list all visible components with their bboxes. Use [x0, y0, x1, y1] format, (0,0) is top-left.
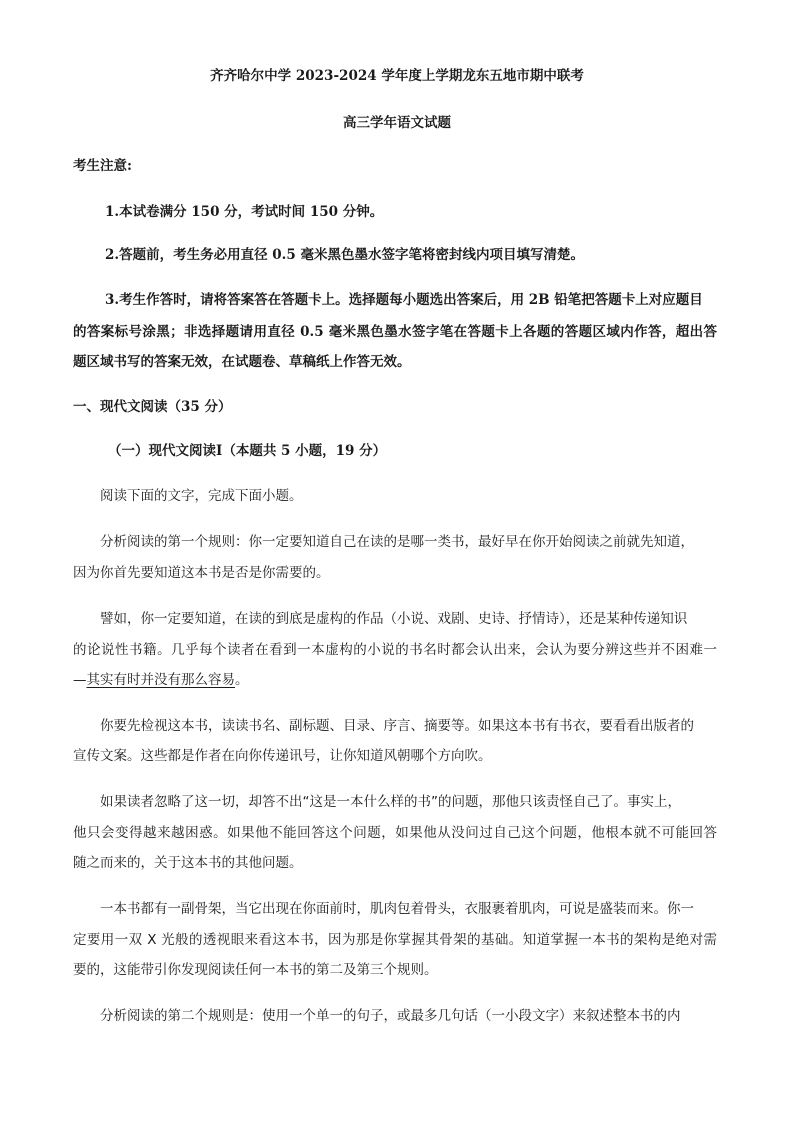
notice-item-3-line-3: 题区域书写的答案无效，在试题卷、草稿纸上作答无效。 — [73, 354, 411, 370]
paragraph-2-line-3 — [0, 670, 794, 690]
notice-item-2: 2.答题前，考生务必用直径 0.5 毫米黑色墨水签字笔将密封线内项目填写清楚。 — [105, 247, 584, 263]
paragraph-5-line-1: 一本书都有一副骨架，当它出现在你面前时，肌肉包着骨头，衣服裹着肌肉，可说是盛装而来。你一 — [100, 901, 694, 917]
paragraph-1-line-2: 因为你首先要知道这本书是否是你需要的。 — [73, 565, 330, 581]
paragraph-6-line-1: 分析阅读的第二个规则是：使用一个单一的句子，或最多几句话（一小段文字）来叙述整本书的内 — [100, 1008, 681, 1024]
paragraph-5-line-2: 定要用一双 X 光般的透视眼来看这本书，因为那是你掌握其骨架的基础。知道掌握一本书的架构是绝对需 — [73, 932, 717, 948]
notice-item-1: 1.本试卷满分 150 分，考试时间 150 分钟。 — [105, 204, 384, 220]
section-heading: 一、现代文阅读（35 分） — [73, 399, 232, 415]
paragraph-5-line-3: 要的，这能带引你发现阅读任何一本书的第二及第三个规则。 — [73, 962, 438, 978]
paragraph-2-line-1: 譬如，你一定要知道，在读的到底是虚构的作品（小说、戏剧、史诗、抒情诗），还是某种传递知识 — [100, 611, 688, 627]
exam-subtitle: 高三学年语文试题 — [343, 115, 451, 131]
section-subheading: （一）现代文阅读Ⅰ（本题共 5 小题，19 分） — [108, 443, 387, 459]
paragraph-3-line-1: 你要先检视这本书，读读书名、副标题、目录、序言、摘要等。如果这本书有书衣，要看看出版者的 — [100, 718, 694, 734]
period: 。 — [235, 672, 249, 688]
notice-heading: 考生注意: — [73, 158, 132, 174]
exam-title: 齐齐哈尔中学 2023-2024 学年度上学期龙东五地市期中联考 — [210, 68, 584, 84]
paragraph-4-line-3: 随之而来的，关于这本书的其他问题。 — [73, 855, 303, 871]
paragraph-1-line-1: 分析阅读的第一个规则：你一定要知道自己在读的是哪一类书，最好早在你开始阅读之前就先知道， — [100, 534, 694, 550]
dash: — — [73, 672, 87, 688]
paragraph-3-line-2: 宣传文案。这些都是作者在向你传递讯号，让你知道风朝哪个方向吹。 — [73, 748, 492, 764]
notice-item-3-line-2: 的答案标号涂黑；非选择题请用直径 0.5 毫米黑色墨水签字笔在答题卡上各题的答题区域内作答，超出答 — [73, 324, 717, 340]
notice-item-3-line-1: 3.考生作答时，请将答案答在答题卡上。选择题每小题选出答案后，用 2B 铅笔把答题卡上对应题目 — [105, 292, 703, 308]
paragraph-4-line-1: 如果读者忽略了这一切，却答不出“这是一本什么样的书”的问题，那他只该责怪自己了。事实上， — [100, 794, 681, 810]
paragraph-4-line-2: 他只会变得越来越困惑。如果他不能回答这个问题，如果他从没问过自己这个问题，他根本就不可能回答 — [73, 825, 717, 841]
reading-instruction: 阅读下面的文字，完成下面小题。 — [100, 488, 303, 504]
underlined-phrase: 其实有时并没有那么容易 — [86, 672, 235, 688]
paragraph-2-line-2: 的论说性书籍。几乎每个读者在看到一本虚构的小说的书名时都会认出来，会认为要分辨这些并不困难一 — [73, 642, 717, 658]
